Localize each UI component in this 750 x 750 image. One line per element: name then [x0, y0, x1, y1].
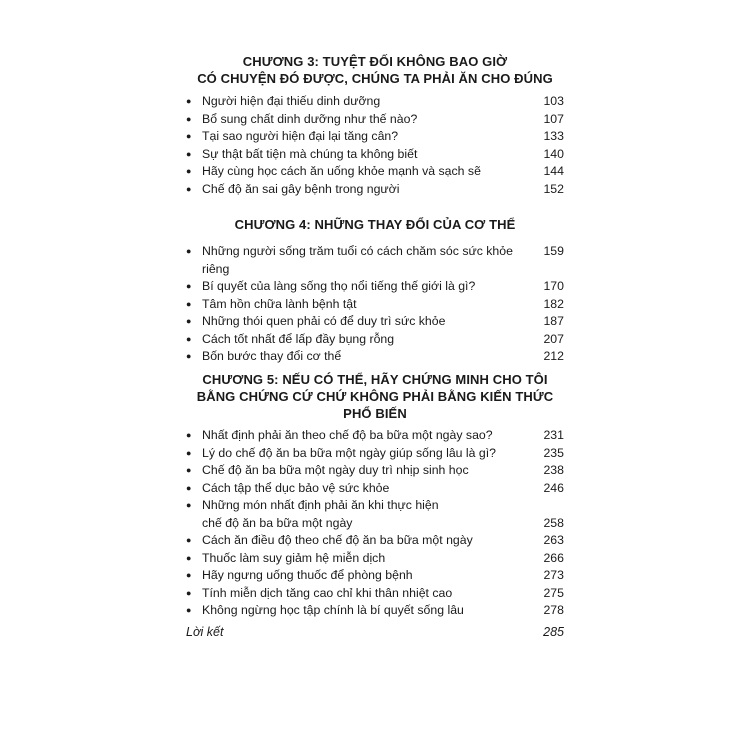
entry-title: Những thói quen phải có để duy trì sức khỏe: [202, 314, 446, 328]
bullet-icon: ●: [186, 465, 192, 475]
chapter-5-section: [186, 371, 564, 620]
entry-title: Tâm hồn chữa lành bệnh tật: [202, 296, 357, 311]
entry-page-number: 187: [543, 314, 564, 328]
entry-page-number: 170: [543, 279, 564, 293]
chapter-5-title: [186, 371, 564, 422]
entry-page-number: 182: [543, 296, 564, 311]
chapter-5-entries: [186, 427, 564, 620]
bullet-icon: ●: [186, 333, 192, 344]
entry-page-number: 278: [543, 603, 564, 617]
entry-title-line-1: Những món nhất định phải ăn khi thực hiện: [202, 498, 439, 512]
entry-page-number: 246: [543, 480, 564, 495]
entry-title: Hãy cùng học cách ăn uống khỏe mạnh và sạch sẽ: [202, 164, 481, 178]
closing-entry: [186, 624, 564, 641]
entry-page-number: 238: [543, 463, 564, 477]
bullet-icon: ●: [186, 131, 192, 141]
entry-page-number: 235: [543, 445, 564, 460]
entry-title-line-2: chế độ ăn ba bữa một ngày: [202, 515, 353, 530]
chapter-3-title: [186, 53, 564, 87]
entry-title: Người hiện đại thiếu dinh dưỡng: [202, 94, 381, 108]
entry-page-number: 258: [543, 515, 564, 530]
entry-page-number: 144: [543, 164, 564, 178]
toc-entry: [186, 278, 564, 296]
chapter-4-section: [186, 216, 564, 366]
bullet-icon: ●: [186, 316, 192, 326]
closing-page-number: 285: [543, 625, 564, 639]
entry-page-number: 231: [543, 428, 564, 442]
toc-entry: [186, 348, 564, 366]
toc-entry: [186, 602, 564, 620]
entry-page-number: 207: [543, 331, 564, 346]
entry-title: Không ngừng học tập chính là bí quyết sống lâu: [202, 603, 464, 617]
bullet-icon: ●: [186, 246, 192, 256]
bullet-icon: ●: [186, 500, 192, 510]
bullet-icon: ●: [186, 281, 192, 291]
entry-page-number: 152: [543, 181, 564, 196]
bullet-icon: ●: [186, 96, 192, 106]
chapter-4-title-line-1: CHƯƠNG 4: NHỮNG THAY ĐỔI CỦA CƠ THỂ: [234, 217, 516, 232]
entry-title: Hãy ngưng uống thuốc để phòng bệnh: [202, 568, 413, 582]
toc-entry: [186, 497, 564, 532]
bullet-icon: ●: [186, 166, 192, 176]
bullet-icon: ●: [186, 535, 192, 545]
toc-entry: [186, 585, 564, 603]
entry-title: Chế độ ăn sai gây bệnh trong người: [202, 181, 400, 196]
chapter-3-title-line-1: CHƯƠNG 3: TUYỆT ĐỐI KHÔNG BAO GIỜ: [242, 54, 508, 69]
bullet-icon: ●: [186, 298, 192, 309]
toc-entry: [186, 462, 564, 480]
entry-page-number: 266: [543, 550, 564, 565]
toc-entry: [186, 313, 564, 331]
entry-title: Tại sao người hiện đại lại tăng cân?: [202, 129, 399, 143]
toc-entry: [186, 331, 564, 349]
toc-entry: [186, 550, 564, 568]
entry-title: Cách tập thể dục bảo vệ sức khỏe: [202, 480, 390, 495]
entry-title: Bí quyết của làng sống thọ nổi tiếng thế giới là gì?: [202, 279, 476, 293]
toc-entry: [186, 146, 564, 164]
toc-entry: [186, 243, 564, 278]
entry-title: Tính miễn dịch tăng cao chỉ khi thân nhiệt cao: [202, 585, 453, 600]
toc-entry: [186, 427, 564, 445]
toc-entry: [186, 480, 564, 498]
entry-page-number: 275: [543, 585, 564, 600]
entry-page-number: 159: [543, 244, 564, 258]
entry-title: Thuốc làm suy giảm hệ miễn dịch: [202, 550, 386, 565]
chapter-5-title-line-2: BẰNG CHỨNG CỨ CHỨ KHÔNG PHẢI BẰNG KIẾN THỨC PHỔ BIẾN: [196, 389, 554, 421]
entry-title: Cách tốt nhất để lấp đầy bụng rỗng: [202, 331, 395, 346]
toc-entry: [186, 128, 564, 146]
toc-entry: [186, 532, 564, 550]
entry-title: Sự thật bất tiện mà chúng ta không biết: [202, 146, 418, 161]
chapter-3-section: [186, 53, 564, 198]
chapter-3-title-line-2: CÓ CHUYỆN ĐÓ ĐƯỢC, CHÚNG TA PHẢI ĂN CHO ĐÚNG: [197, 71, 553, 86]
closing-label: Lời kết: [186, 625, 224, 639]
entry-title: Bốn bước thay đổi cơ thể: [202, 349, 342, 363]
bullet-icon: ●: [186, 605, 192, 615]
bullet-icon: ●: [186, 552, 192, 563]
bullet-icon: ●: [186, 447, 192, 458]
entry-page-number: 273: [543, 568, 564, 582]
chapter-4-title: [186, 216, 564, 233]
entry-page-number: 133: [543, 129, 564, 143]
entry-title: Nhất định phải ăn theo chế độ ba bữa một ngày sao?: [202, 428, 493, 442]
bullet-icon: ●: [186, 148, 192, 159]
toc-entry: [186, 163, 564, 181]
toc-entry: [186, 567, 564, 585]
entry-page-number: 212: [543, 349, 564, 363]
chapter-3-entries: [186, 93, 564, 198]
toc-entry: [186, 445, 564, 463]
toc-entry: [186, 93, 564, 111]
entry-title: [202, 497, 538, 532]
bullet-icon: ●: [186, 570, 192, 580]
entry-page-number: 103: [543, 94, 564, 108]
bullet-icon: ●: [186, 430, 192, 440]
bullet-icon: ●: [186, 482, 192, 493]
entry-title: Lý do chế độ ăn ba bữa một ngày giúp sống lâu là gì?: [202, 445, 497, 460]
chapter-5-title-line-1: CHƯƠNG 5: NẾU CÓ THỂ, HÃY CHỨNG MINH CHO TÔI: [202, 372, 548, 387]
entry-title: Bổ sung chất dinh dưỡng như thế nào?: [202, 111, 418, 126]
bullet-icon: ●: [186, 183, 192, 194]
bullet-icon: ●: [186, 113, 192, 124]
entry-title: Chế độ ăn ba bữa một ngày duy trì nhịp sinh học: [202, 463, 469, 477]
entry-page-number: 140: [543, 146, 564, 161]
entry-page-number: 107: [543, 111, 564, 126]
toc-entry: [186, 111, 564, 129]
bullet-icon: ●: [186, 351, 192, 361]
bullet-icon: ●: [186, 587, 192, 598]
chapter-4-entries: [186, 243, 564, 366]
toc-entry: [186, 181, 564, 199]
toc-entry: [186, 296, 564, 314]
entry-title: Cách ăn điều độ theo chế độ ăn ba bữa một ngày: [202, 533, 473, 547]
entry-title: Những người sống trăm tuổi có cách chăm sóc sức khỏe riêng: [202, 244, 513, 276]
entry-page-number: 263: [543, 533, 564, 547]
